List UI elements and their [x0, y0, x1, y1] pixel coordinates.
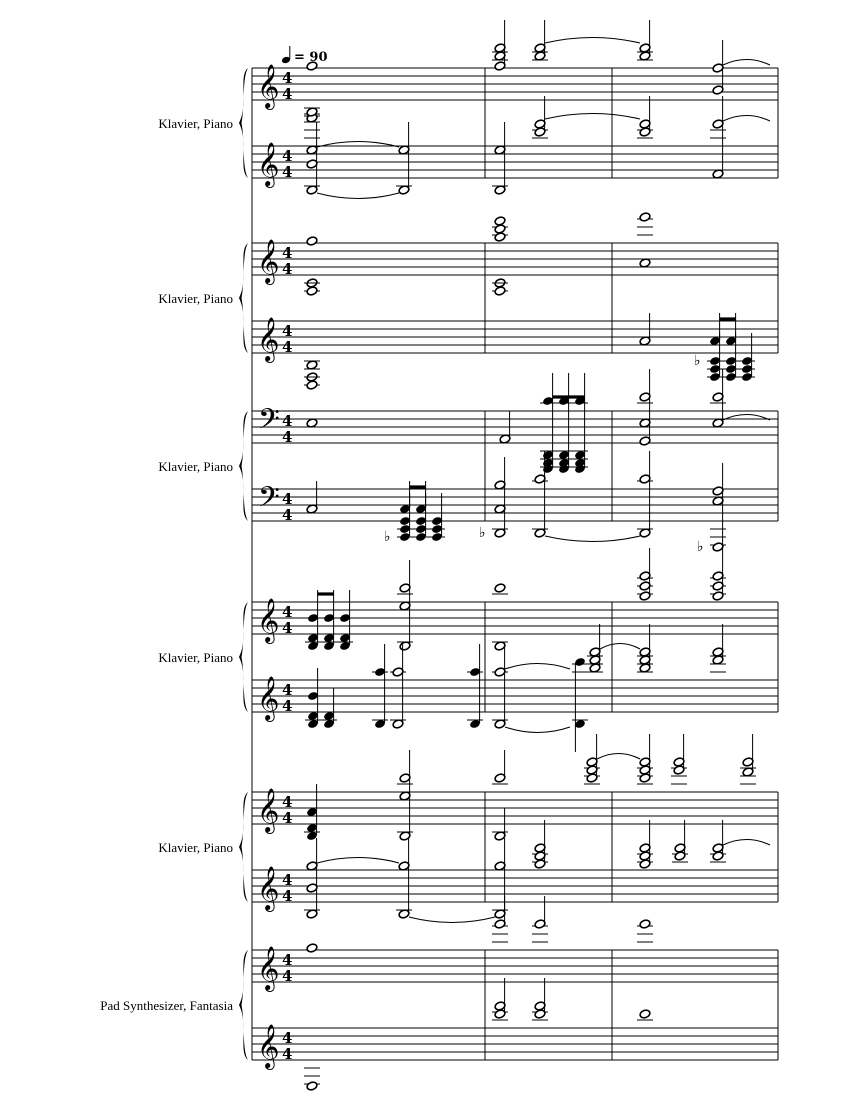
chord: [710, 96, 726, 179]
instrument-label: Pad Synthesizer, Fantasia: [100, 998, 233, 1013]
treble-clef-icon: 𝄞: [257, 239, 280, 283]
tie: [545, 38, 640, 44]
chord: [712, 40, 724, 95]
chord: [304, 784, 320, 841]
chord: [306, 236, 318, 246]
notehead: [639, 919, 651, 929]
time-signature-numerator: 4: [282, 322, 293, 340]
chord: [492, 583, 508, 594]
chord: [306, 943, 318, 953]
time-signature-denominator: 4: [282, 338, 293, 356]
chord: [540, 373, 556, 474]
time-signature-numerator: 4: [282, 490, 293, 508]
time-signature-numerator: 4: [282, 69, 293, 87]
chord: [492, 978, 508, 1020]
treble-clef-icon: 𝄞: [257, 142, 280, 186]
chord: [637, 451, 653, 538]
system-6: [239, 946, 778, 1070]
time-signature-numerator: 4: [282, 244, 293, 262]
tempo-marking: [281, 46, 327, 65]
brace: [239, 602, 248, 712]
staff: [252, 1024, 778, 1070]
brace: [239, 411, 248, 521]
time-signature-denominator: 4: [282, 1045, 293, 1063]
chord: [710, 624, 726, 672]
notehead: [306, 380, 318, 390]
chord: [532, 20, 548, 61]
time-signature-numerator: 4: [282, 951, 293, 969]
tie: [545, 536, 640, 542]
chord: [710, 820, 726, 862]
time-signature-denominator: 4: [282, 163, 293, 181]
tie: [597, 754, 640, 760]
chord: [492, 896, 508, 942]
chord: [397, 750, 413, 841]
chord: [305, 668, 321, 729]
staff: [252, 788, 778, 834]
chord: [492, 641, 508, 651]
treble-clef-icon: 𝄞: [257, 64, 280, 108]
chord: [492, 122, 508, 195]
chord: [532, 820, 548, 869]
brace: [239, 243, 248, 353]
chord: [637, 96, 653, 138]
chord: [396, 122, 412, 195]
staves: [239, 64, 778, 1070]
chord: [739, 333, 755, 382]
tie: [505, 727, 570, 733]
chord: [740, 734, 756, 784]
chord: [304, 360, 320, 390]
instrument-labels: [100, 116, 233, 1013]
tie: [723, 60, 770, 66]
chord: [305, 590, 321, 651]
treble-clef-icon: 𝄞: [257, 866, 280, 910]
time-signature-denominator: 4: [282, 887, 293, 905]
staff: [252, 481, 778, 524]
chord: [710, 548, 726, 601]
chord: [637, 20, 653, 61]
chord: [492, 644, 508, 729]
chord: [306, 481, 318, 514]
tempo-text: = 90: [294, 50, 328, 65]
brace: [239, 68, 248, 178]
time-signature-numerator: 4: [282, 412, 293, 430]
staff: [252, 403, 778, 446]
bass-clef-icon: 𝄢: [258, 403, 280, 443]
notehead: [306, 236, 318, 246]
chord: [372, 644, 388, 729]
chord: [390, 644, 406, 729]
chord: [304, 1068, 320, 1091]
chord: [556, 373, 572, 474]
treble-clef-icon: 𝄞: [257, 788, 280, 832]
chord: [413, 493, 429, 542]
chord: [399, 481, 411, 514]
chord: [572, 657, 588, 752]
tie: [409, 917, 495, 923]
notehead: [639, 1009, 651, 1019]
notehead: [306, 286, 318, 296]
tie: [505, 664, 570, 670]
notes: [304, 20, 770, 1091]
time-signature-numerator: 4: [282, 793, 293, 811]
flat-icon: ♭: [384, 529, 391, 545]
chord: [532, 896, 548, 942]
chord: [492, 20, 508, 71]
system-4: [239, 598, 778, 722]
time-signature-denominator: 4: [282, 506, 293, 524]
instrument-label: Klavier, Piano: [158, 116, 233, 131]
chord: [637, 369, 653, 446]
chord: [639, 313, 651, 346]
treble-clef-icon: 𝄞: [257, 598, 280, 642]
treble-clef-icon: 𝄞: [257, 317, 280, 361]
chord: [304, 122, 320, 195]
tie: [317, 858, 399, 864]
time-signature-denominator: 4: [282, 260, 293, 278]
time-signature-denominator: 4: [282, 809, 293, 827]
chord: [321, 688, 337, 729]
chord: [637, 820, 653, 869]
chord: [492, 457, 508, 538]
chord: [637, 212, 653, 235]
chord: [492, 216, 508, 242]
time-signature-denominator: 4: [282, 697, 293, 715]
chord: [637, 1009, 653, 1020]
chord: [492, 750, 508, 784]
bass-clef-icon: 𝄢: [258, 481, 280, 521]
staff: [252, 946, 778, 992]
chord: [637, 548, 653, 601]
chord: [304, 278, 320, 296]
quarter-note-icon: [281, 46, 291, 64]
time-signature-numerator: 4: [282, 871, 293, 889]
instrument-label: Klavier, Piano: [158, 650, 233, 665]
chord: [499, 411, 511, 444]
chord: [532, 96, 548, 138]
time-signature-denominator: 4: [282, 967, 293, 985]
tie: [600, 644, 640, 650]
notehead: [306, 1081, 318, 1091]
chord: [492, 278, 508, 296]
staff: [252, 64, 778, 110]
staff: [252, 866, 778, 912]
notehead: [494, 286, 506, 296]
system-1: [239, 64, 778, 188]
time-signature-denominator: 4: [282, 428, 293, 446]
time-signature-denominator: 4: [282, 85, 293, 103]
treble-clef-icon: 𝄞: [257, 676, 280, 720]
chord: [429, 493, 445, 542]
chord: [672, 820, 688, 862]
chord: [492, 838, 508, 919]
notehead: [306, 943, 318, 953]
time-signature-numerator: 4: [282, 1029, 293, 1047]
time-signature-numerator: 4: [282, 147, 293, 165]
chord: [671, 734, 687, 784]
tie: [723, 840, 770, 846]
tie: [545, 114, 640, 120]
instrument-label: Klavier, Piano: [158, 291, 233, 306]
flat-icon: ♭: [697, 539, 704, 555]
chord: [304, 838, 320, 919]
staff: [252, 142, 778, 188]
chord: [304, 107, 320, 138]
chord: [397, 560, 413, 651]
staff: [252, 239, 778, 285]
chord: [637, 919, 653, 942]
tie: [723, 116, 770, 122]
time-signature-numerator: 4: [282, 681, 293, 699]
treble-clef-icon: 𝄞: [257, 1024, 280, 1068]
chord: [532, 978, 548, 1020]
chord: [709, 313, 721, 346]
chord: [710, 463, 726, 552]
chord: [572, 373, 588, 474]
system-2: [239, 239, 778, 363]
time-signature-denominator: 4: [282, 619, 293, 637]
flat-icon: ♭: [479, 525, 486, 541]
chord: [467, 644, 483, 729]
chord: [337, 590, 353, 651]
chord: [397, 493, 413, 542]
tie: [317, 193, 399, 199]
notehead: [494, 583, 506, 593]
treble-clef-icon: 𝄞: [257, 946, 280, 990]
chord: [396, 838, 412, 919]
system-5: [239, 788, 778, 912]
chord: [321, 590, 337, 651]
instrument-label: Klavier, Piano: [158, 459, 233, 474]
flat-icon: ♭: [694, 353, 701, 369]
time-signature-numerator: 4: [282, 603, 293, 621]
brace: [239, 792, 248, 902]
chord: [492, 808, 508, 841]
notehead: [494, 232, 506, 242]
notehead: [639, 212, 651, 222]
brace: [239, 950, 248, 1060]
system-3: [239, 403, 778, 524]
instrument-label: Klavier, Piano: [158, 840, 233, 855]
